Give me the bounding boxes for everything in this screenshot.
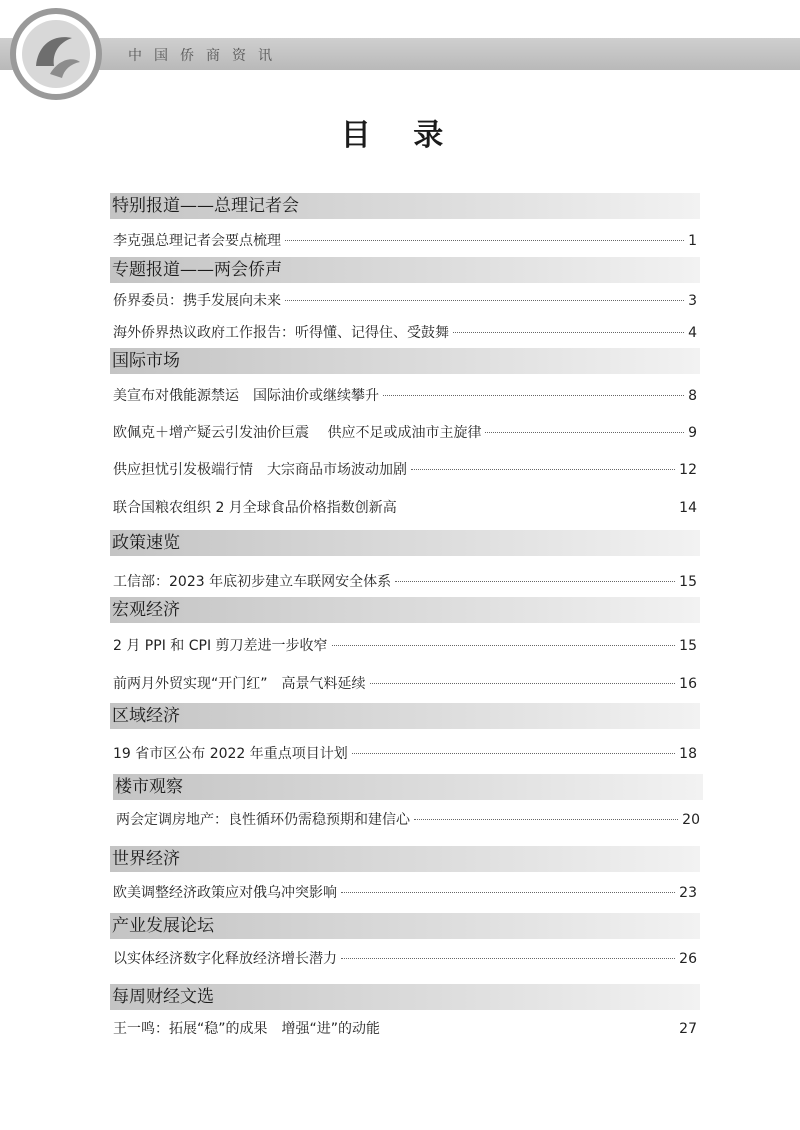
leader-dots xyxy=(384,1028,675,1029)
toc-entry-page: 16 xyxy=(679,676,697,692)
toc-entry[interactable] xyxy=(113,571,697,591)
toc-entry-page: 1 xyxy=(688,233,697,249)
toc-entry-page: 15 xyxy=(679,574,697,590)
toc-entry-title: 前两月外贸实现“开门红” 高景气料延续 xyxy=(113,676,366,692)
section-label: 楼市观察 xyxy=(115,777,183,797)
toc-entry-page: 18 xyxy=(679,746,697,762)
toc-entry-title: 欧佩克＋增产疑云引发油价巨震 供应不足或成油市主旋律 xyxy=(113,425,482,441)
section-label: 产业发展论坛 xyxy=(112,916,214,936)
section-header xyxy=(110,257,700,283)
toc-entry-title: 侨界委员：携手发展向未来 xyxy=(113,293,281,309)
section-header xyxy=(110,984,700,1010)
toc-entry[interactable] xyxy=(113,322,697,342)
section-label: 宏观经济 xyxy=(112,600,180,620)
leader-dots xyxy=(401,507,675,508)
toc-entry-page: 14 xyxy=(679,500,697,516)
section-label: 国际市场 xyxy=(112,351,180,371)
section-header xyxy=(110,348,700,374)
leader-dots xyxy=(285,240,684,241)
section-header xyxy=(110,193,700,219)
section-header xyxy=(110,597,700,623)
toc-entry-title: 19 省市区公布 2022 年重点项目计划 xyxy=(113,746,348,762)
toc-entry-title: 联合国粮农组织 2 月全球食品价格指数创新高 xyxy=(113,500,397,516)
leader-dots xyxy=(332,645,676,646)
section-label: 世界经济 xyxy=(112,849,180,869)
toc-entry[interactable] xyxy=(113,497,697,517)
toc-entry-page: 12 xyxy=(679,462,697,478)
page-title: 目 录 xyxy=(340,118,460,153)
section-label: 每周财经文选 xyxy=(112,987,214,1007)
section-header xyxy=(113,774,703,800)
toc-entry-title: 李克强总理记者会要点梳理 xyxy=(113,233,281,249)
toc-entry-page: 9 xyxy=(688,425,697,441)
toc-entry[interactable] xyxy=(113,459,697,479)
toc-entry-page: 26 xyxy=(679,951,697,967)
toc-entry-title: 海外侨界热议政府工作报告：听得懂、记得住、受鼓舞 xyxy=(113,325,449,341)
toc-entry[interactable] xyxy=(113,743,697,763)
leader-dots xyxy=(414,819,678,820)
toc-entry[interactable] xyxy=(113,1018,697,1038)
toc-entry-page: 8 xyxy=(688,388,697,404)
toc-entry[interactable] xyxy=(116,809,700,829)
toc-entry-title: 欧美调整经济政策应对俄乌冲突影响 xyxy=(113,885,337,901)
toc-entry[interactable] xyxy=(113,385,697,405)
toc-entry-title: 以实体经济数字化释放经济增长潜力 xyxy=(113,951,337,967)
section-label: 专题报道——两会侨声 xyxy=(112,260,282,280)
header-title: 中国侨商资讯 xyxy=(128,48,284,64)
toc-entry[interactable] xyxy=(113,290,697,310)
leader-dots xyxy=(411,469,675,470)
toc-entry-page: 27 xyxy=(679,1021,697,1037)
leader-dots xyxy=(285,300,684,301)
toc-entry[interactable] xyxy=(113,948,697,968)
toc-entry[interactable] xyxy=(113,422,697,442)
section-label: 区域经济 xyxy=(112,706,180,726)
leader-dots xyxy=(370,683,676,684)
toc-entry-title: 美宣布对俄能源禁运 国际油价或继续攀升 xyxy=(113,388,379,404)
section-header xyxy=(110,703,700,729)
toc-entry-page: 3 xyxy=(688,293,697,309)
toc-entry[interactable] xyxy=(113,882,697,902)
section-header xyxy=(110,530,700,556)
toc-entry-page: 23 xyxy=(679,885,697,901)
toc-entry-title: 2 月 PPI 和 CPI 剪刀差进一步收窄 xyxy=(113,638,328,654)
leader-dots xyxy=(341,958,675,959)
leader-dots xyxy=(341,892,675,893)
leader-dots xyxy=(352,753,675,754)
header-band xyxy=(0,38,800,70)
leader-dots xyxy=(395,581,675,582)
magazine-logo-icon xyxy=(6,4,106,104)
toc-entry-page: 15 xyxy=(679,638,697,654)
section-label: 政策速览 xyxy=(112,533,180,553)
toc-entry-title: 工信部：2023 年底初步建立车联网安全体系 xyxy=(113,574,392,590)
section-header xyxy=(110,846,700,872)
toc-entry-title: 王一鸣：拓展“稳”的成果 增强“进”的动能 xyxy=(113,1021,381,1037)
toc-entry-title: 供应担忧引发极端行情 大宗商品市场波动加剧 xyxy=(113,462,407,478)
toc-entry-page: 4 xyxy=(688,325,697,341)
toc-entry-title: 两会定调房地产：良性循环仍需稳预期和建信心 xyxy=(116,812,410,828)
toc-entry[interactable] xyxy=(113,635,697,655)
leader-dots xyxy=(383,395,684,396)
leader-dots xyxy=(453,332,684,333)
toc-entry[interactable] xyxy=(113,673,697,693)
toc-entry-page: 20 xyxy=(682,812,700,828)
leader-dots xyxy=(485,432,684,433)
section-label: 特别报道——总理记者会 xyxy=(112,196,299,216)
toc-entry[interactable] xyxy=(113,230,697,250)
section-header xyxy=(110,913,700,939)
